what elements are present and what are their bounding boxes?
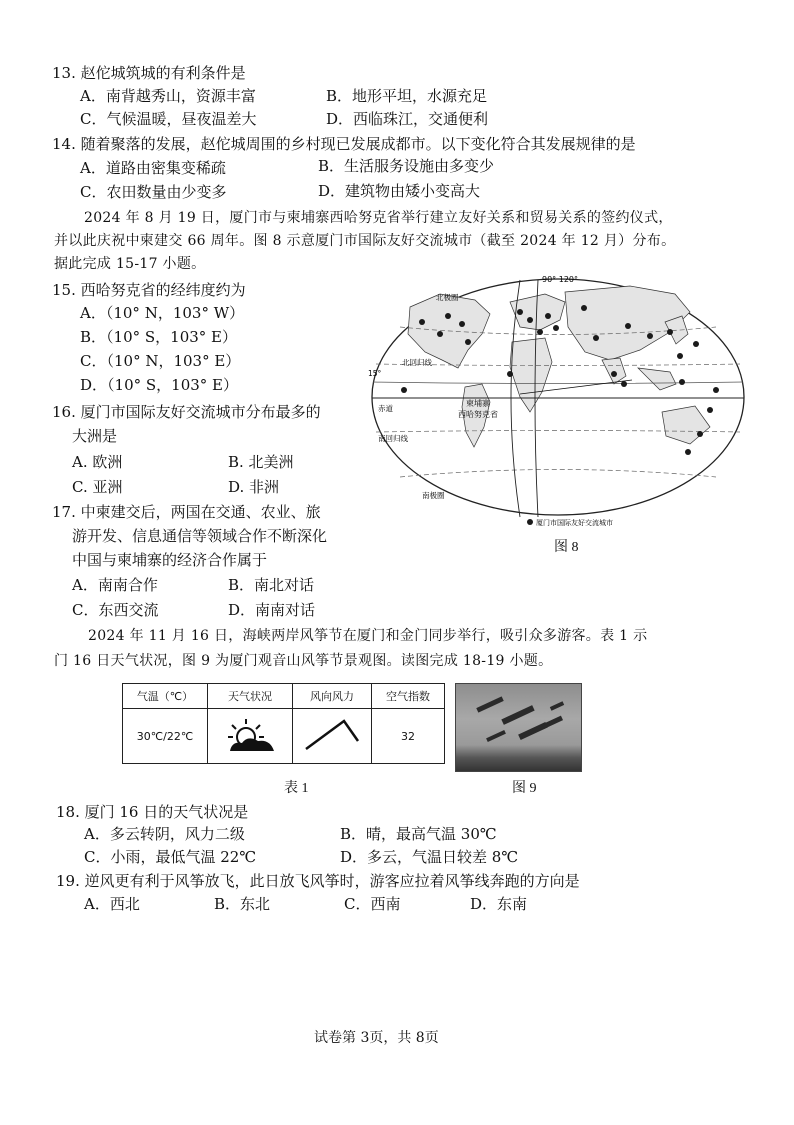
lat15-label: 15° bbox=[368, 369, 382, 378]
q14-stem: 14. 随着聚落的发展，赵佗城周围的乡村现已发展成都市。以下变化符合其发展规律的是 bbox=[52, 135, 636, 153]
world-map-figure bbox=[370, 272, 748, 532]
q17-option-d: D．南南对话 bbox=[228, 601, 316, 619]
cell-temp: 30℃/22℃ bbox=[123, 709, 208, 764]
q18-option-b: B．晴，最高气温 30℃ bbox=[340, 825, 497, 843]
arctic-label: 北极圈 bbox=[436, 293, 459, 302]
cancer-label: 北回归线 bbox=[402, 358, 432, 367]
q17-option-c: C．东西交流 bbox=[72, 601, 159, 619]
q13-option-c: C．气候温暖，昼夜温差大 bbox=[80, 110, 257, 128]
q19-option-b: B．东北 bbox=[214, 895, 271, 913]
q16-stem-line2: 大洲是 bbox=[72, 427, 118, 445]
q17-stem-line3: 中国与柬埔寨的经济合作属于 bbox=[72, 551, 268, 569]
q19-option-d: D．东南 bbox=[470, 895, 528, 913]
q14-option-d: D．建筑物由矮小变高大 bbox=[318, 182, 481, 200]
q13-option-b: B．地形平坦，水源充足 bbox=[326, 87, 488, 105]
figure9-caption: 图 9 bbox=[512, 781, 537, 796]
q15-option-b: B．（10° S，103° E） bbox=[80, 328, 238, 346]
header-weather: 天气状况 bbox=[208, 684, 293, 709]
intro1-line2: 并以此庆祝中柬建交 66 周年。图 8 示意厦门市国际友好交流城市（截至 2024 年 12 月）分布。 bbox=[54, 233, 676, 249]
antarctic-label: 南极圈 bbox=[422, 491, 445, 500]
cell-wind bbox=[293, 709, 372, 764]
cell-aqi: 32 bbox=[372, 709, 445, 764]
intro2-line1: 2024 年 11 月 16 日，海峡两岸风筝节在厦门和金门同步举行，吸引众多游客。表 1 示 bbox=[88, 628, 648, 644]
kite-festival-photo bbox=[455, 683, 582, 772]
table1-caption: 表 1 bbox=[284, 781, 309, 796]
sunny-to-cloudy-icon bbox=[218, 713, 282, 757]
q17-stem-line2: 游开发、信息通信等领域合作不断深化 bbox=[72, 527, 328, 545]
legend-dot bbox=[527, 519, 533, 525]
q15-option-d: D．（10° S，103° E） bbox=[80, 376, 239, 394]
capricorn-label: 南回归线 bbox=[378, 434, 408, 443]
q14-option-b: B．生活服务设施由多变少 bbox=[318, 157, 495, 175]
q16-stem-line1: 16. 厦门市国际友好交流城市分布最多的 bbox=[52, 403, 321, 421]
intro1-line3: 据此完成 15-17 小题。 bbox=[54, 256, 206, 272]
page-footer: 试卷第 3页，共 8页 bbox=[314, 1030, 439, 1046]
q16-option-d: D. 非洲 bbox=[228, 478, 280, 496]
header-aqi: 空气指数 bbox=[372, 684, 445, 709]
q15-option-c: C．（10° N，103° E） bbox=[80, 352, 241, 370]
q13-option-a: A．南背越秀山，资源丰富 bbox=[80, 87, 256, 105]
q15-option-a: A．（10° N，103° W） bbox=[80, 304, 245, 322]
legend-text: 厦门市国际友好交流城市 bbox=[536, 519, 613, 527]
intro2-line2: 门 16 日天气状况，图 9 为厦门观音山风筝节景观图。读图完成 18-19 小题。 bbox=[54, 653, 553, 669]
cell-weather bbox=[208, 709, 293, 764]
q19-stem: 19. 逆风更有利于风筝放飞，此日放飞风筝时，游客应拉着风筝线奔跑的方向是 bbox=[56, 872, 580, 890]
q14-option-c: C．农田数量由少变多 bbox=[80, 183, 227, 201]
sihanoukville-label: 西哈努克省 bbox=[458, 410, 498, 419]
q16-option-a: A. 欧洲 bbox=[72, 453, 123, 471]
q18-option-d: D．多云，气温日较差 8℃ bbox=[340, 848, 519, 866]
equator-label: 赤道 bbox=[378, 404, 393, 413]
figure8-caption: 图 8 bbox=[554, 540, 579, 555]
q17-option-b: B．南北对话 bbox=[228, 576, 315, 594]
q16-option-c: C. 亚洲 bbox=[72, 478, 123, 496]
q13-stem: 13. 赵佗城筑城的有利条件是 bbox=[52, 64, 246, 82]
header-temp: 气温（℃） bbox=[123, 684, 208, 709]
q19-option-c: C．西南 bbox=[344, 895, 401, 913]
header-wind: 风向风力 bbox=[293, 684, 372, 709]
q13-option-d: D．西临珠江，交通便利 bbox=[326, 110, 489, 128]
intro1-line1: 2024 年 8 月 19 日，厦门市与柬埔寨西哈努克省举行建立友好关系和贸易关系的签约仪式， bbox=[84, 210, 673, 226]
meridian-label: 90° 120° bbox=[542, 275, 578, 284]
q18-option-a: A．多云转阴，风力二级 bbox=[84, 825, 245, 843]
q14-option-a: A．道路由密集变稀疏 bbox=[80, 159, 226, 177]
q18-stem: 18. 厦门 16 日的天气状况是 bbox=[56, 803, 249, 821]
q16-option-b: B. 北美洲 bbox=[228, 453, 294, 471]
q17-option-a: A．南南合作 bbox=[72, 576, 158, 594]
cambodia-label: 柬埔寨 bbox=[466, 399, 490, 408]
q19-option-a: A．西北 bbox=[84, 895, 140, 913]
q18-option-c: C．小雨，最低气温 22℃ bbox=[84, 848, 257, 866]
q15-stem: 15. 西哈努克省的经纬度约为 bbox=[52, 281, 246, 299]
wind-symbol-icon bbox=[300, 715, 364, 755]
q17-stem-line1: 17. 中柬建交后，两国在交通、农业、旅 bbox=[52, 503, 321, 521]
weather-table bbox=[122, 683, 445, 764]
